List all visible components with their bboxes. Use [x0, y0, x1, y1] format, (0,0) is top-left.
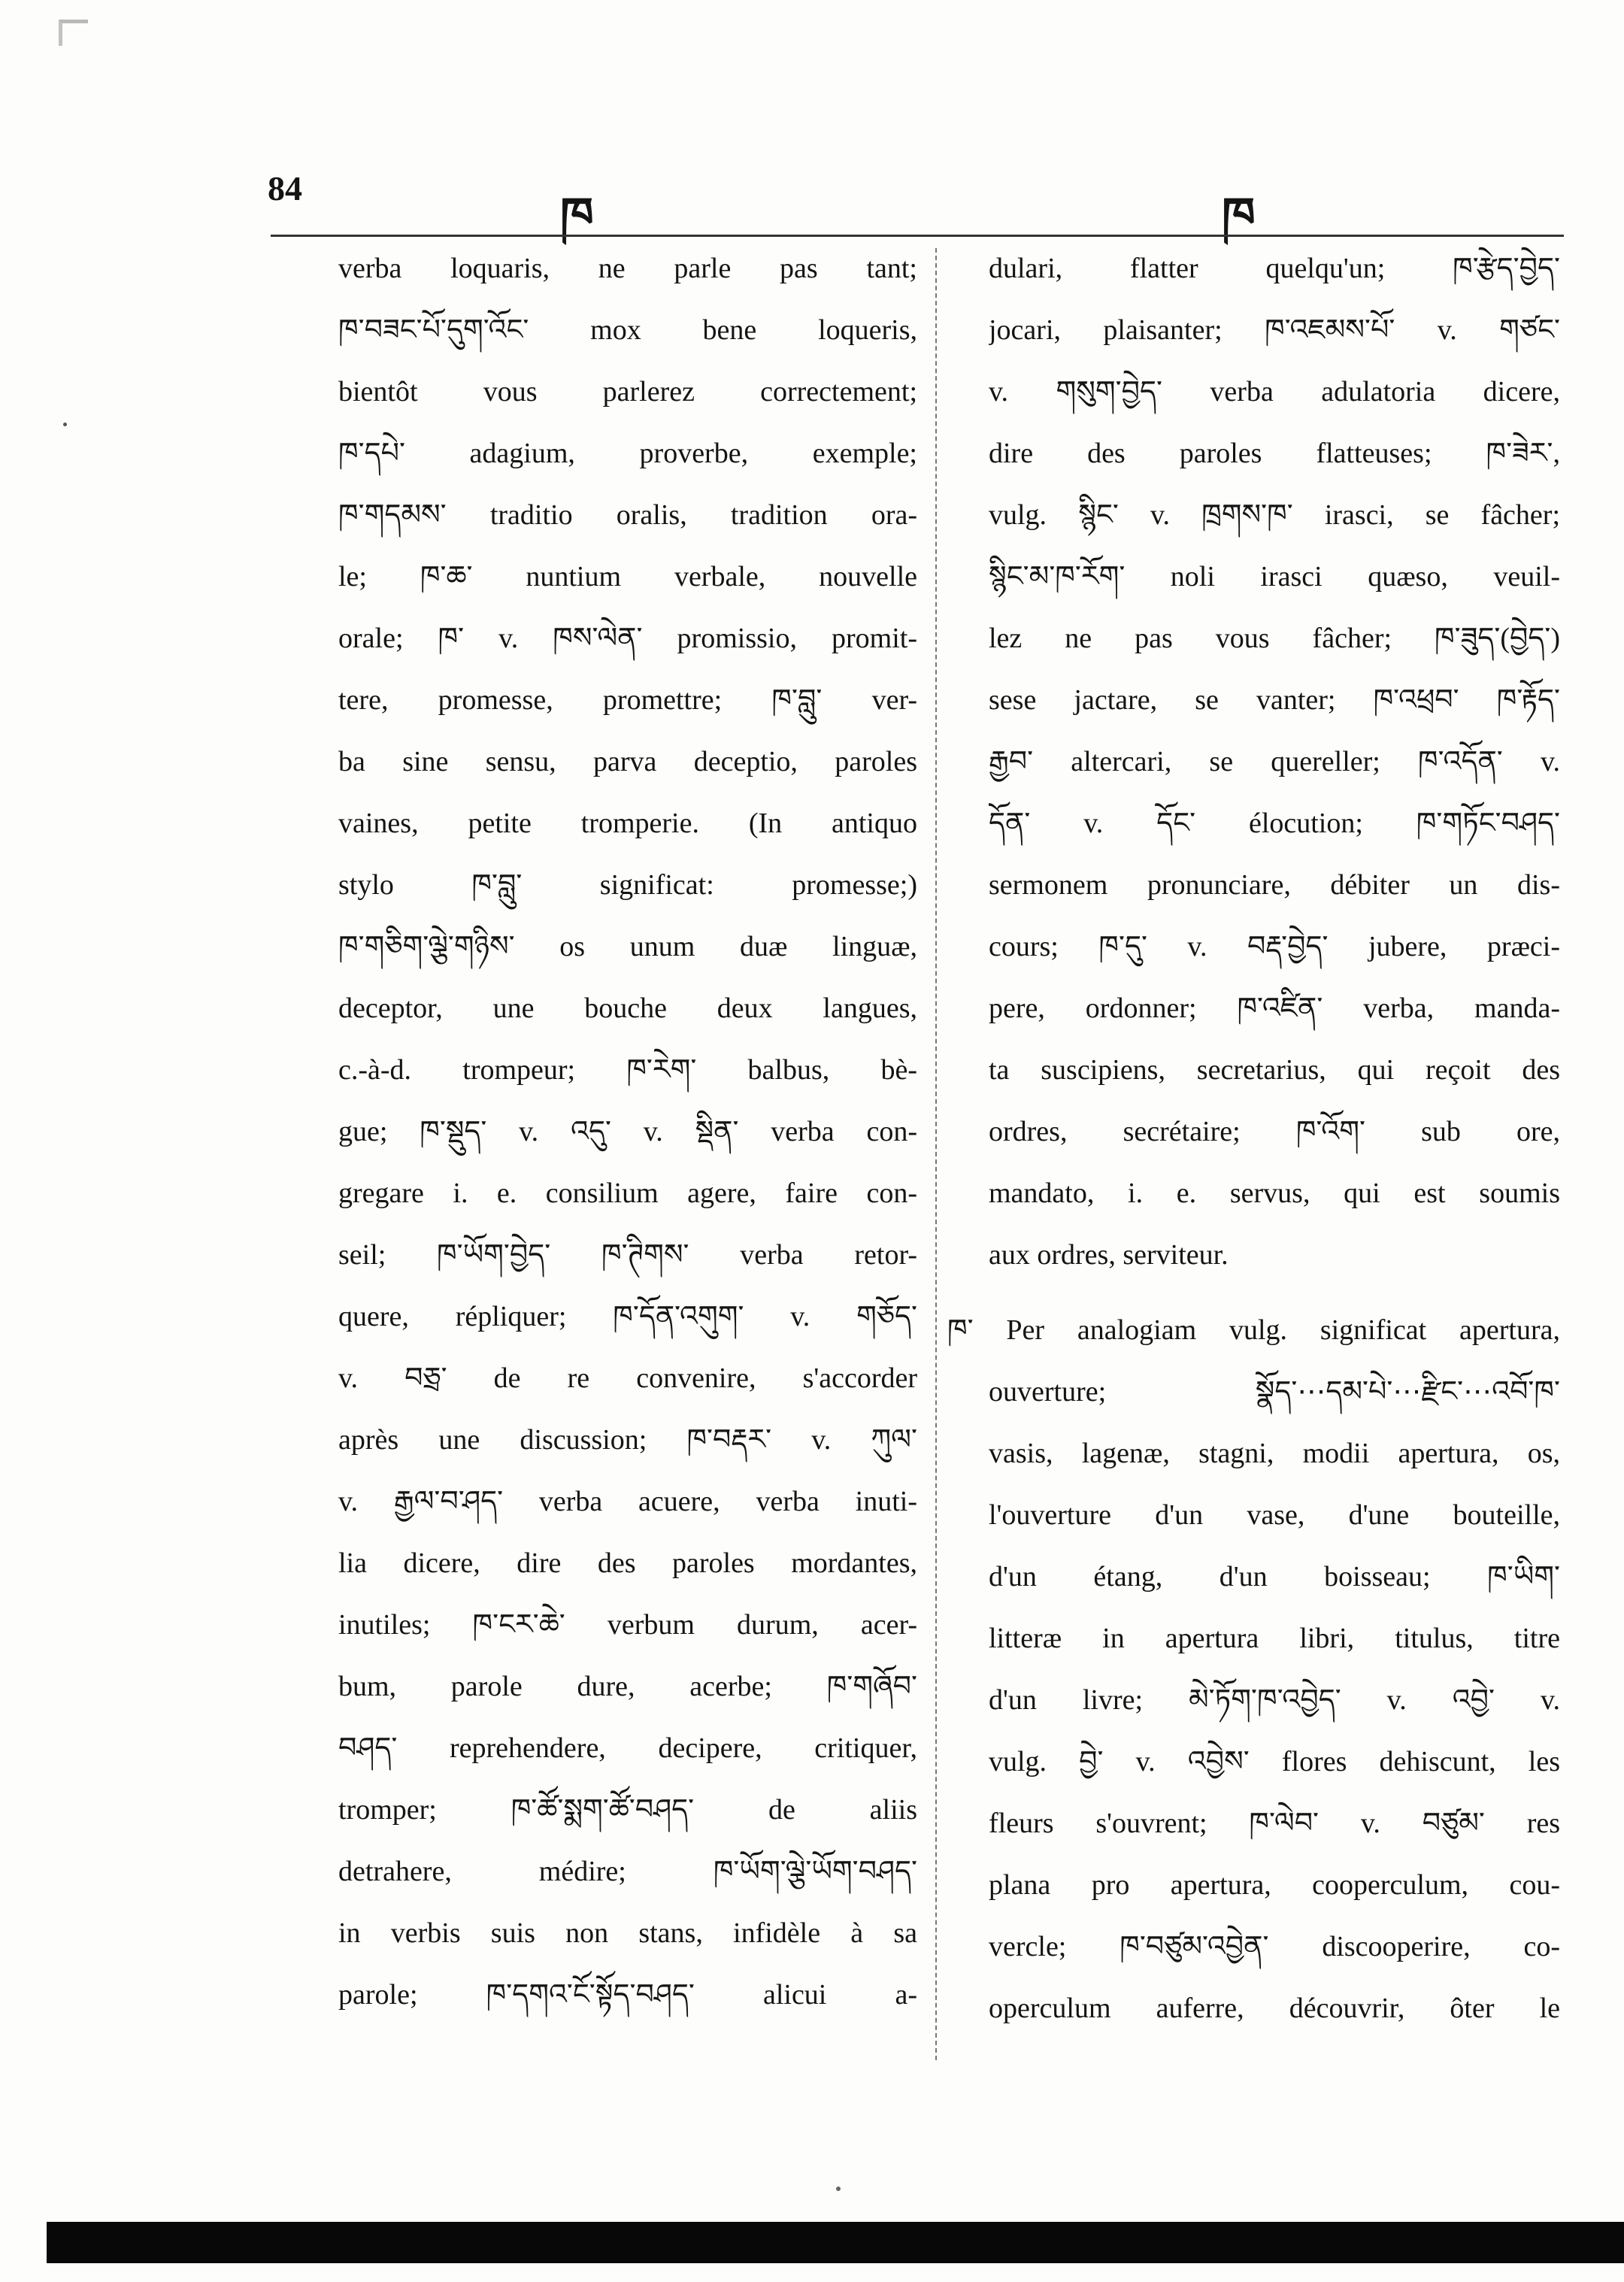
header-rule: [271, 235, 1564, 237]
entry-line: v. བཅྲ་ de re convenire, s'accorder: [338, 1362, 917, 1394]
entry-line: ta suscipiens, secretarius, qui reçoit des: [989, 1054, 1560, 1086]
entry-line: fleurs s'ouvrent; ཁ་ལེབ་ v. བཙུམ་ res: [989, 1808, 1560, 1839]
scan-speck-bottom: [836, 2187, 841, 2191]
entry-line: vulg. བྱེ་ v. འབྱེས་ flores dehiscunt, les: [989, 1746, 1560, 1777]
entry-line: dire des paroles flatteuses; ཁ་ཟེར་,: [989, 438, 1560, 469]
entry-line: operculum auferre, découvrir, ôter le: [989, 1993, 1560, 2024]
scan-speck: [63, 423, 67, 426]
entry-line: བཤད་ reprehendere, decipere, critiquer,: [338, 1732, 917, 1764]
entry-line: detrahere, médire; ཁ་ཡོག་ལྕེ་ཡོག་བཤད་: [338, 1856, 917, 1887]
entry-line: bientôt vous parlerez correctement;: [338, 376, 917, 408]
entry-line: bum, parole dure, acerbe; ཁ་གཞོབ་: [338, 1671, 917, 1702]
entry-line: stylo ཁ་བླུ་ significat: promesse;): [338, 869, 917, 901]
entry-line: vasis, lagenæ, stagni, modii apertura, os,: [989, 1438, 1560, 1469]
entry-line: aux ordres, serviteur.: [989, 1239, 1229, 1271]
entry-line: dulari, flatter quelqu'un; ཁ་རྩེད་བྱེད་: [989, 253, 1560, 284]
entry-line: ordres, secrétaire; ཁ་འོག་ sub ore,: [989, 1116, 1560, 1147]
entry-line: ba sine sensu, parva deceptio, paroles: [338, 746, 917, 777]
entry-line: vaines, petite tromperie. (In antiquo: [338, 808, 917, 839]
entry-line: ཁ་བཟང་པོ་དུག་འོང་ mox bene loqueris,: [338, 314, 917, 346]
entry-line: སྙིང་མ་ཁ་རོག་ noli irasci quæso, veuil-: [989, 561, 1560, 592]
entry-heading-line: ཁ་ Per analogiam vulg. significat apertura,: [947, 1314, 1560, 1346]
entry-line: après une discussion; ཁ་བརྡར་ v. ཀུལ་: [338, 1424, 917, 1456]
entry-line: tere, promesse, promettre; ཁ་བླུ་ ver-: [338, 684, 917, 716]
entry-line: lez ne pas vous fâcher; ཁ་ཟུད་(བྱེད་): [989, 623, 1560, 654]
entry-line: le; ཁ་ཆ་ nuntium verbale, nouvelle: [338, 561, 917, 592]
entry-line: c.-à-d. trompeur; ཁ་རེག་ balbus, bè-: [338, 1054, 917, 1086]
entry-line: inutiles; ཁ་ངར་ཆེ་ verbum durum, acer-: [338, 1609, 917, 1641]
entry-line: ouverture; སྣོད་⋯དམ་པེ་⋯རྫིང་⋯འབོ་ཁ་: [989, 1376, 1560, 1408]
entry-line: lia dicere, dire des paroles mordantes,: [338, 1547, 917, 1579]
entry-line: mandato, i. e. servus, qui est soumis: [989, 1177, 1560, 1209]
entry-line: sese jactare, se vanter; ཁ་འཕྲབ་ ཁ་རྟོད་: [989, 684, 1560, 716]
entry-line: gue; ཁ་སྡུད་ v. འདུ་ v. སྡིན་ verba con-: [338, 1116, 917, 1147]
entry-line: litteræ in apertura libri, titulus, titre: [989, 1623, 1560, 1654]
entry-line: vercle; ཁ་བཙུམ་འབྱེན་ discooperire, co-: [989, 1931, 1560, 1962]
entry-line: cours; ཁ་དུ་ v. བརྡ་བྱེད་ jubere, præci-: [989, 931, 1560, 962]
entry-line: plana pro apertura, cooperculum, cou-: [989, 1869, 1560, 1901]
entry-line: ཁ་དཔེ་ adagium, proverbe, exemple;: [338, 438, 917, 469]
scan-corner-mark: [59, 20, 88, 46]
entry-line: d'un étang, d'un boisseau; ཁ་ཡིག་: [989, 1561, 1560, 1593]
entry-line: tromper; ཁ་ཚོ་སྨག་ཚོ་བཤད་ de aliis: [338, 1794, 917, 1826]
entry-line: sermonem pronunciare, débiter un dis-: [989, 869, 1560, 901]
entry-line: ཁ་གདམས་ traditio oralis, tradition ora-: [338, 499, 917, 531]
entry-line: རྒྱབ་ altercari, se quereller; ཁ་འདོན་ v.: [989, 746, 1560, 777]
entry-line: l'ouverture d'un vase, d'une bouteille,: [989, 1499, 1560, 1531]
entry-line: seil; ཁ་ཡོག་བྱེད་ ཁ་ཊིགས་ verba retor-: [338, 1239, 917, 1271]
entry-line: v. རྒྱལ་བ་ཤད་ verba acuere, verba inuti-: [338, 1486, 917, 1517]
entry-line: jocari, plaisanter; ཁ་འཇམས་པོ་ v. གཙང་: [989, 314, 1560, 346]
entry-line: v. གསུག་བྱེད་ verba adulatoria dicere,: [989, 376, 1560, 408]
left-column: [338, 242, 917, 2069]
entry-line: verba loquaris, ne parle pas tant;: [338, 253, 917, 284]
entry-line: quere, répliquer; ཁ་དོན་འགུག་ v. གཅོད་: [338, 1301, 917, 1332]
right-column: [947, 242, 1560, 2069]
entry-line: ཁ་གཅིག་ལྕེ་གཉིས་ os unum duæ linguæ,: [338, 931, 917, 962]
running-head-letter-right: ཁ: [1222, 189, 1256, 242]
entry-line: དོན་ v. དོང་ élocution; ཁ་གཏོང་བཤད་: [989, 808, 1560, 839]
entry-line: vulg. སྙིང་ v. ཁྲགས་ཁ་ irasci, se fâcher;: [989, 499, 1560, 531]
running-head-letter-left: ཁ: [560, 189, 594, 242]
column-divider: [935, 248, 937, 2060]
entry-line: deceptor, une bouche deux langues,: [338, 993, 917, 1024]
page-number: 84: [268, 169, 302, 208]
entry-line: in verbis suis non stans, infidèle à sa: [338, 1917, 917, 1949]
entry-line: orale; ཁ་ v. ཁས་ལེན་ promissio, promit-: [338, 623, 917, 654]
entry-line: d'un livre; མེ་ཏོག་ཁ་འབྱེད་ v. འབྱེ་ v.: [989, 1684, 1560, 1716]
scan-bottom-bar: [47, 2222, 1624, 2263]
entry-line: pere, ordonner; ཁ་འཛིན་ verba, manda-: [989, 993, 1560, 1024]
entry-line: gregare i. e. consilium agere, faire con-: [338, 1177, 917, 1209]
entry-line: parole; ཁ་དགའ་ངོ་སྟོད་བཤད་ alicui a-: [338, 1979, 917, 2011]
